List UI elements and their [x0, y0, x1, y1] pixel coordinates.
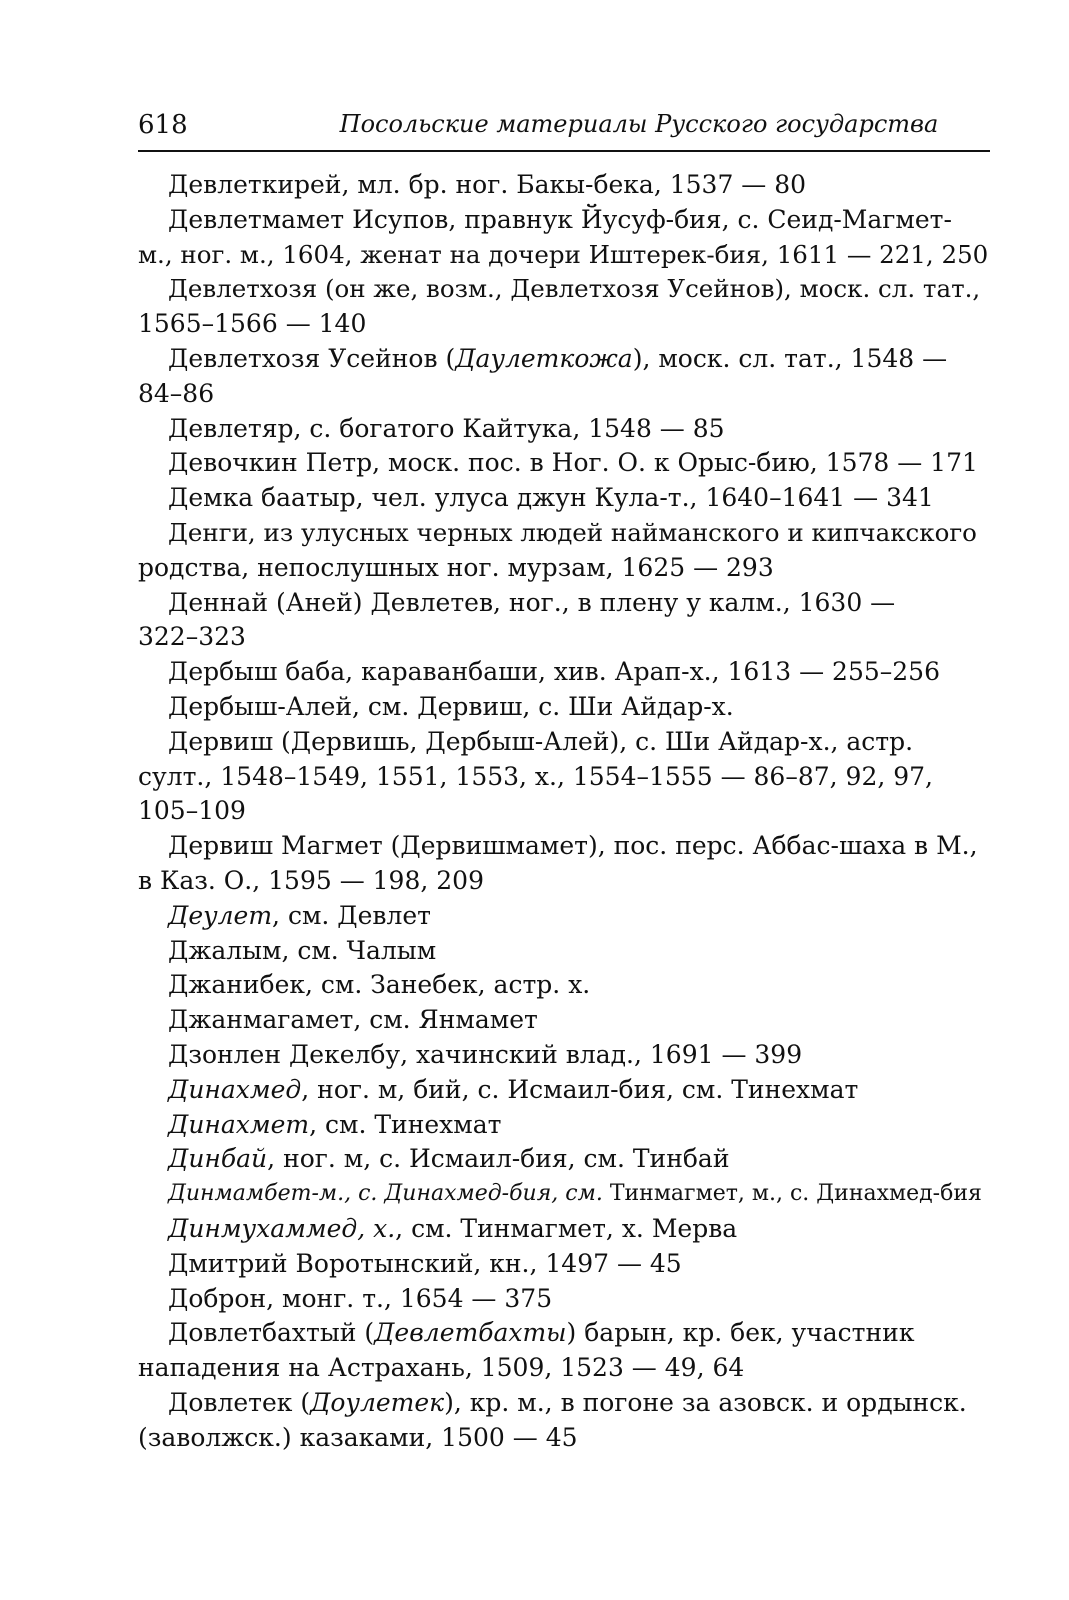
italic-text: Даулеткожа — [455, 343, 633, 373]
text: 105–109 — [138, 796, 246, 826]
index-line — [138, 899, 990, 934]
index-line — [138, 1142, 990, 1177]
text: Доброн, монг. т., 1654 — 375 — [168, 1283, 553, 1313]
text: Довлетек ( — [168, 1387, 311, 1417]
index-line — [138, 272, 990, 307]
index-line — [138, 551, 990, 586]
index-line — [138, 620, 990, 655]
text: Джанмагамет, см. Янмамет — [168, 1005, 538, 1035]
index-line — [138, 1421, 990, 1456]
index-line — [138, 307, 990, 342]
index-line — [138, 1351, 990, 1386]
index-line — [138, 1073, 990, 1108]
text: 1565–1566 — 140 — [138, 309, 367, 339]
index-line — [138, 1108, 990, 1143]
text: , см. Тинмагмет, х. Мерва — [395, 1213, 738, 1243]
text: Дервиш (Дервишь, Дербыш-Алей), с. Ши Айдар-х., астр. — [168, 726, 914, 756]
text: Девлетхозя Усейнов ( — [168, 343, 456, 373]
italic-text: Деулет — [168, 900, 273, 930]
index-line — [138, 238, 990, 273]
index-line — [138, 725, 990, 760]
index-entries — [138, 168, 990, 1455]
text: , см. Тинехмат — [309, 1109, 502, 1139]
index-line — [138, 412, 990, 447]
text: Девлетхозя (он же, возм., Девлетхозя Усейнов), моск. сл. тат., — [168, 274, 981, 304]
index-line — [138, 516, 990, 551]
index-line — [138, 864, 990, 899]
index-line — [138, 934, 990, 969]
text: м., ног. м., 1604, женат на дочери Иштерек-бия, 1611 — 221, 250 — [138, 239, 989, 269]
text: Дербыш-Алей, см. Дервиш, с. Ши Айдар-х. — [168, 691, 734, 721]
page-header — [138, 104, 990, 152]
text: родства, непослушных ног. мурзам, 1625 — 293 — [138, 552, 774, 582]
text: Дербыш баба, караванбаши, хив. Арап-х., 1613 — 255–256 — [168, 657, 940, 687]
text: Демка баатыр, чел. улуса джун Кула-т., 1640–1641 — 341 — [168, 483, 934, 513]
text: нападения на Астрахань, 1509, 1523 — 49, 64 — [138, 1353, 745, 1383]
index-line — [138, 586, 990, 621]
index-line — [138, 1316, 990, 1351]
text: в Каз. О., 1595 — 198, 209 — [138, 865, 484, 895]
italic-text: Динбай — [168, 1144, 268, 1174]
text: Девлеткирей, мл. бр. ног. Бакы-бека, 1537 — 80 — [168, 170, 807, 199]
text: , см. Девлет — [272, 900, 431, 930]
italic-text: Доулетек — [310, 1387, 445, 1417]
index-line — [138, 342, 990, 377]
index-line — [138, 968, 990, 1003]
text: ), кр. м., в погоне за азовск. и ордынск. — [444, 1387, 967, 1417]
text: Довлетбахтый ( — [168, 1318, 375, 1348]
italic-text: Динахмет — [168, 1109, 310, 1139]
text: Дзонлен Декелбу, хачинский влад., 1691 — 399 — [168, 1039, 803, 1069]
index-line — [138, 446, 990, 481]
text: Девлетмамет Исупов, правнук Йусуф-бия, с. Сеид-Магмет- — [168, 204, 952, 234]
index-line — [138, 1282, 990, 1317]
text: Денги, из улусных черных людей найманского и кипчакского — [168, 517, 977, 547]
page-number: 618 — [138, 110, 188, 140]
text: Деннай (Аней) Девлетев, ног., в плену у калм., 1630 — — [168, 587, 896, 617]
index-line — [138, 168, 990, 203]
index-line — [138, 690, 990, 725]
running-title: Посольские материалы Русского государства — [339, 110, 939, 138]
index-line — [138, 655, 990, 690]
index-line — [138, 1212, 990, 1247]
text: ) барын, кр. бек, участник — [566, 1318, 915, 1348]
index-line — [138, 829, 990, 864]
text: (заволжск.) казаками, 1500 — 45 — [138, 1422, 578, 1452]
index-line — [138, 760, 990, 795]
index-line — [138, 481, 990, 516]
text: султ., 1548–1549, 1551, 1553, х., 1554–1555 — 86–87, 92, 97, — [138, 761, 933, 791]
text: ), моск. сл. тат., 1548 — — [632, 343, 948, 373]
index-line — [138, 1386, 990, 1421]
index-line — [138, 794, 990, 829]
italic-text: Динмухаммед, х. — [168, 1213, 396, 1243]
text: , ног. м, бий, с. Исмаил-бия, см. Тинехмат — [301, 1074, 859, 1104]
text: Джалым, см. Чалым — [168, 935, 437, 965]
index-line — [138, 1003, 990, 1038]
index-line — [138, 1038, 990, 1073]
text: Дмитрий Воротынский, кн., 1497 — 45 — [168, 1248, 682, 1278]
text: , ног. м, с. Исмаил-бия, см. Тинбай — [267, 1144, 730, 1174]
italic-text: Динахмед — [168, 1074, 302, 1104]
text: Девлетяр, с. богатого Кайтука, 1548 — 85 — [168, 413, 725, 443]
italic-text: Девлетбахты — [374, 1318, 567, 1348]
index-line — [138, 377, 990, 412]
text: Дервиш Магмет (Дервишмамет), пос. перс. Аббас-шаха в М., — [168, 831, 978, 861]
text: Девочкин Петр, моск. пос. в Ног. О. к Орыс-бию, 1578 — 171 — [168, 448, 978, 478]
text: 84–86 — [138, 378, 215, 408]
text: Тинмагмет, м., с. Динахмед-бия — [602, 1181, 982, 1207]
text: 322–323 — [138, 622, 246, 652]
index-line — [138, 1247, 990, 1282]
index-line — [138, 1177, 990, 1212]
index-line — [138, 203, 990, 238]
text: Джанибек, см. Занебек, астр. х. — [168, 970, 591, 1000]
italic-text: Динмамбет-м., с. Динахмед-бия, см. — [168, 1181, 603, 1207]
